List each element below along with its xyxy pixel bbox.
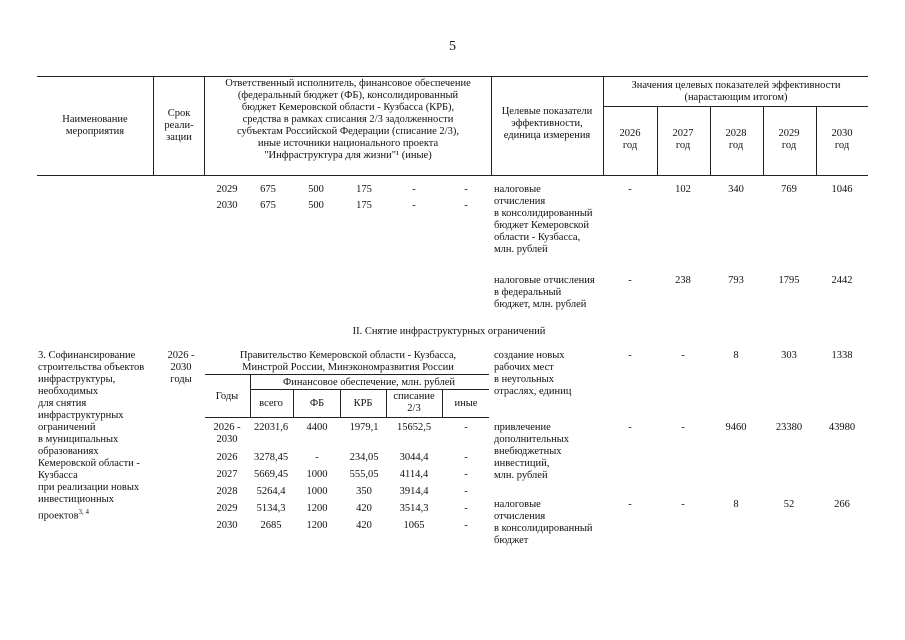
- fin-other: -: [464, 503, 468, 514]
- measure-name-line: инфраструктуры,: [38, 374, 116, 385]
- measure-name-line: необходимых: [38, 386, 99, 397]
- indicator-label: [494, 184, 593, 256]
- fin-total: 2685: [260, 520, 282, 531]
- fin-other: -: [464, 422, 468, 433]
- header-target-line: единица измерения: [503, 130, 591, 141]
- header-year: [832, 128, 853, 152]
- measure-name-line: инвестиционных: [38, 494, 114, 505]
- indicator-label: [494, 275, 595, 311]
- header-year: [673, 128, 694, 152]
- indicator-value: 266: [834, 499, 850, 510]
- fin-writeoff: -: [412, 200, 416, 211]
- indicator-label-line: в неугольных: [494, 374, 554, 385]
- fin-fb: 500: [308, 200, 324, 211]
- header-year: [726, 128, 747, 152]
- fin-krb: 175: [356, 200, 372, 211]
- indicator-value: 1046: [831, 184, 853, 195]
- indicator-value: 303: [781, 350, 797, 361]
- measure-name-line: 3. Софинансирование: [38, 350, 136, 361]
- indicator-value: 9460: [725, 422, 747, 433]
- year-number: 2027: [672, 128, 694, 139]
- fin-col-other: иные: [454, 398, 478, 409]
- indicator-value: -: [628, 350, 632, 361]
- fin-year: 2027: [216, 469, 238, 480]
- header-resp-line: средства в рамках списания 2/3 задолженности: [242, 114, 454, 125]
- fin-col-writeoff-line: списание: [393, 391, 435, 402]
- indicator-value: 238: [675, 275, 691, 286]
- measure-name: [38, 350, 144, 523]
- fin-writeoff: -: [412, 184, 416, 195]
- year-word: год: [834, 140, 850, 151]
- indicator-label-line: отчисления: [494, 196, 546, 207]
- fin-total: 5669,45: [253, 469, 289, 480]
- year-number: 2029: [778, 128, 800, 139]
- header-values-line: Значения целевых показателей эффективности: [631, 80, 841, 91]
- fin-col-writeoff-line: 2/3: [407, 403, 421, 414]
- header-term-line: зации: [166, 132, 192, 143]
- header-term: [164, 108, 193, 144]
- measure-name-line: [38, 506, 144, 523]
- header-term-line: реали-: [164, 120, 194, 131]
- indicator-value: -: [681, 499, 685, 510]
- fin-header: Финансовое обеспечение, млн. рублей: [283, 377, 455, 388]
- col-divider-8: [816, 106, 817, 176]
- inner-rule-bottom: [205, 417, 489, 418]
- measure-name-line: в муниципальных: [38, 434, 119, 445]
- measure-name-line: для снятия: [38, 398, 87, 409]
- indicator-label-line: дополнительных: [494, 434, 570, 445]
- header-resp-line: Ответственный исполнитель, финансовое обеспечение: [225, 78, 471, 89]
- indicator-label-line: в консолидированный: [494, 523, 593, 534]
- header-resp-line: (федеральный бюджет (ФБ), консолидированный: [237, 90, 459, 101]
- fin-year-line: 2030: [216, 434, 238, 445]
- indicator-label-line: создание новых: [494, 350, 565, 361]
- indicator-label-line: инвестиций,: [494, 458, 550, 469]
- measure-name-line: образованиях: [38, 446, 99, 457]
- fin-writeoff: 4114,4: [399, 469, 429, 480]
- indicator-label-line: области - Кузбасса,: [494, 232, 581, 243]
- fin-year: 2030: [216, 200, 238, 211]
- fin-krb: 555,05: [349, 469, 379, 480]
- indicator-label-line: бюджет, млн. рублей: [494, 299, 587, 310]
- header-resp-line: "Инфраструктура для жизни"¹ (иные): [264, 150, 432, 161]
- col-divider-1: [153, 76, 154, 176]
- indicator-label-line: млн. рублей: [494, 470, 548, 481]
- fin-year: 2028: [216, 486, 238, 497]
- fin-other: -: [464, 469, 468, 480]
- fin-fb: 500: [308, 184, 324, 195]
- fin-year: 2029: [216, 184, 238, 195]
- year-word: год: [675, 140, 691, 151]
- year-word: год: [781, 140, 797, 151]
- fin-other: -: [464, 200, 468, 211]
- fin-fb: 1000: [306, 486, 328, 497]
- fin-total: 675: [260, 200, 276, 211]
- indicator-label-line: отраслях, единиц: [494, 386, 572, 397]
- measure-name-text: проектов: [38, 510, 79, 522]
- fin-krb: 420: [356, 520, 372, 531]
- fin-writeoff: 3514,3: [399, 503, 429, 514]
- fin-writeoff: 1065: [403, 520, 425, 531]
- indicator-value: 102: [675, 184, 691, 195]
- indicator-label-line: бюджет Кемеровской: [494, 220, 590, 231]
- fin-other: -: [464, 486, 468, 497]
- inner-rule-mid: [250, 389, 489, 390]
- responsible-executors: [240, 350, 456, 374]
- measure-term-line: 2030: [170, 362, 192, 373]
- header-bottom-rule: [37, 175, 868, 176]
- indicator-value: 43980: [828, 422, 856, 433]
- indicator-value: 52: [783, 499, 795, 510]
- measure-name-line: Кузбасса: [38, 470, 78, 481]
- year-word: год: [622, 140, 638, 151]
- responsible-line: Минстрой России, Минэкономразвития России: [242, 362, 454, 373]
- fin-total: 3278,45: [253, 452, 289, 463]
- fin-fb: -: [315, 452, 319, 463]
- measure-term-line: годы: [170, 374, 192, 385]
- fin-total: 675: [260, 184, 276, 195]
- header-resp-line: иные источники национального проекта: [257, 138, 439, 149]
- fin-total: 22031,6: [253, 422, 289, 433]
- year-number: 2028: [725, 128, 747, 139]
- indicator-label-line: рабочих мест: [494, 362, 554, 373]
- indicator-value: 1338: [831, 350, 853, 361]
- values-subheader-rule: [603, 106, 868, 107]
- header-target-line: Целевые показатели: [501, 106, 593, 117]
- indicator-label-line: бюджет: [494, 535, 529, 546]
- indicator-label: [494, 422, 569, 482]
- col-divider-5: [657, 106, 658, 176]
- fin-col-writeoff: [393, 391, 434, 415]
- indicator-label-line: в консолидированный: [494, 208, 593, 219]
- fin-other: -: [464, 520, 468, 531]
- fin-other: -: [464, 452, 468, 463]
- fin-year: 2026: [216, 452, 238, 463]
- header-values: [631, 80, 840, 104]
- col-divider-2: [204, 76, 205, 176]
- header-year: [779, 128, 800, 152]
- header-target: [502, 106, 593, 142]
- inner-col-divider: [250, 374, 251, 417]
- indicator-label-line: млн. рублей: [494, 244, 548, 255]
- measure-name-line: Кемеровской области -: [38, 458, 140, 469]
- indicator-label-line: в федеральный: [494, 287, 562, 298]
- indicator-value: 1795: [778, 275, 800, 286]
- measure-name-line: строительства объектов: [38, 362, 145, 373]
- fin-fb: 1000: [306, 469, 328, 480]
- measure-name-line: при реализации новых: [38, 482, 140, 493]
- header-values-line: (нарастающим итогом): [684, 92, 788, 103]
- col-divider-6: [710, 106, 711, 176]
- fin-writeoff: 3044,4: [399, 452, 429, 463]
- footnote-ref: 3, 4: [78, 508, 90, 516]
- indicator-value: -: [681, 422, 685, 433]
- header-name-line: мероприятия: [65, 126, 125, 137]
- indicator-value: 8: [733, 350, 739, 361]
- indicator-value: -: [628, 275, 632, 286]
- fin-fb: 1200: [306, 520, 328, 531]
- indicator-label-line: налоговые: [494, 184, 541, 195]
- fin-krb: 175: [356, 184, 372, 195]
- indicator-label-line: налоговые: [494, 499, 541, 510]
- fin-krb: 420: [356, 503, 372, 514]
- header-target-line: эффективности,: [511, 118, 583, 129]
- inner-col-divider: [386, 389, 387, 417]
- indicator-value: 793: [728, 275, 744, 286]
- fin-total: 5264,4: [256, 486, 286, 497]
- fin-fb: 4400: [306, 422, 328, 433]
- fin-year: 2029: [216, 503, 238, 514]
- measure-name-line: инфраструктурных: [38, 410, 124, 421]
- fin-col-fb: ФБ: [309, 398, 325, 409]
- measure-name-line: ограничений: [38, 422, 96, 433]
- indicator-value: 2442: [831, 275, 853, 286]
- indicator-value: -: [628, 184, 632, 195]
- year-number: 2026: [619, 128, 641, 139]
- fin-writeoff: 15652,5: [396, 422, 432, 433]
- measure-term: [167, 350, 194, 386]
- table-top-rule: [37, 76, 868, 77]
- fin-years-header: Годы: [215, 391, 239, 402]
- fin-col-krb: КРБ: [353, 398, 373, 409]
- fin-year: [213, 422, 240, 446]
- header-year: [620, 128, 641, 152]
- fin-total: 5134,3: [256, 503, 286, 514]
- header-resp-line: бюджет Кемеровской области - Кузбасса (КРБ),: [241, 102, 455, 113]
- year-number: 2030: [831, 128, 853, 139]
- year-word: год: [728, 140, 744, 151]
- header-name-line: Наименование: [62, 114, 128, 125]
- fin-other: -: [464, 184, 468, 195]
- page-number: 5: [449, 39, 456, 54]
- col-divider-4: [603, 76, 604, 176]
- section-title: II. Снятие инфраструктурных ограничений: [352, 326, 546, 337]
- inner-col-divider: [340, 389, 341, 417]
- indicator-label: [494, 350, 571, 398]
- fin-col-total: всего: [259, 398, 283, 409]
- inner-col-divider: [293, 389, 294, 417]
- fin-krb: 350: [356, 486, 372, 497]
- fin-fb: 1200: [306, 503, 328, 514]
- indicator-label: [494, 499, 593, 547]
- header-resp-line: субъектам Российской Федерации (списание 2/3),: [237, 126, 459, 137]
- col-divider-7: [763, 106, 764, 176]
- indicator-value: 8: [733, 499, 739, 510]
- col-divider-3: [491, 76, 492, 176]
- fin-krb: 1979,1: [349, 422, 379, 433]
- indicator-label-line: отчисления: [494, 511, 546, 522]
- header-name: [62, 114, 127, 138]
- indicator-label-line: внебюджетных: [494, 446, 562, 457]
- indicator-label-line: привлечение: [494, 422, 551, 433]
- fin-year-line: 2026 -: [213, 422, 241, 433]
- header-term-line: Срок: [167, 108, 191, 119]
- indicator-value: 769: [781, 184, 797, 195]
- indicator-value: 340: [728, 184, 744, 195]
- inner-rule-top: [205, 374, 489, 375]
- responsible-line: Правительство Кемеровской области - Кузбасса,: [239, 350, 457, 361]
- indicator-value: -: [628, 499, 632, 510]
- indicator-value: -: [628, 422, 632, 433]
- indicator-value: -: [681, 350, 685, 361]
- fin-writeoff: 3914,4: [399, 486, 429, 497]
- indicator-value: 23380: [775, 422, 803, 433]
- indicator-label-line: налоговые отчисления: [494, 275, 595, 286]
- header-responsible: [225, 78, 470, 162]
- inner-col-divider: [442, 389, 443, 417]
- fin-year: 2030: [216, 520, 238, 531]
- fin-krb: 234,05: [349, 452, 379, 463]
- measure-term-line: 2026 -: [167, 350, 195, 361]
